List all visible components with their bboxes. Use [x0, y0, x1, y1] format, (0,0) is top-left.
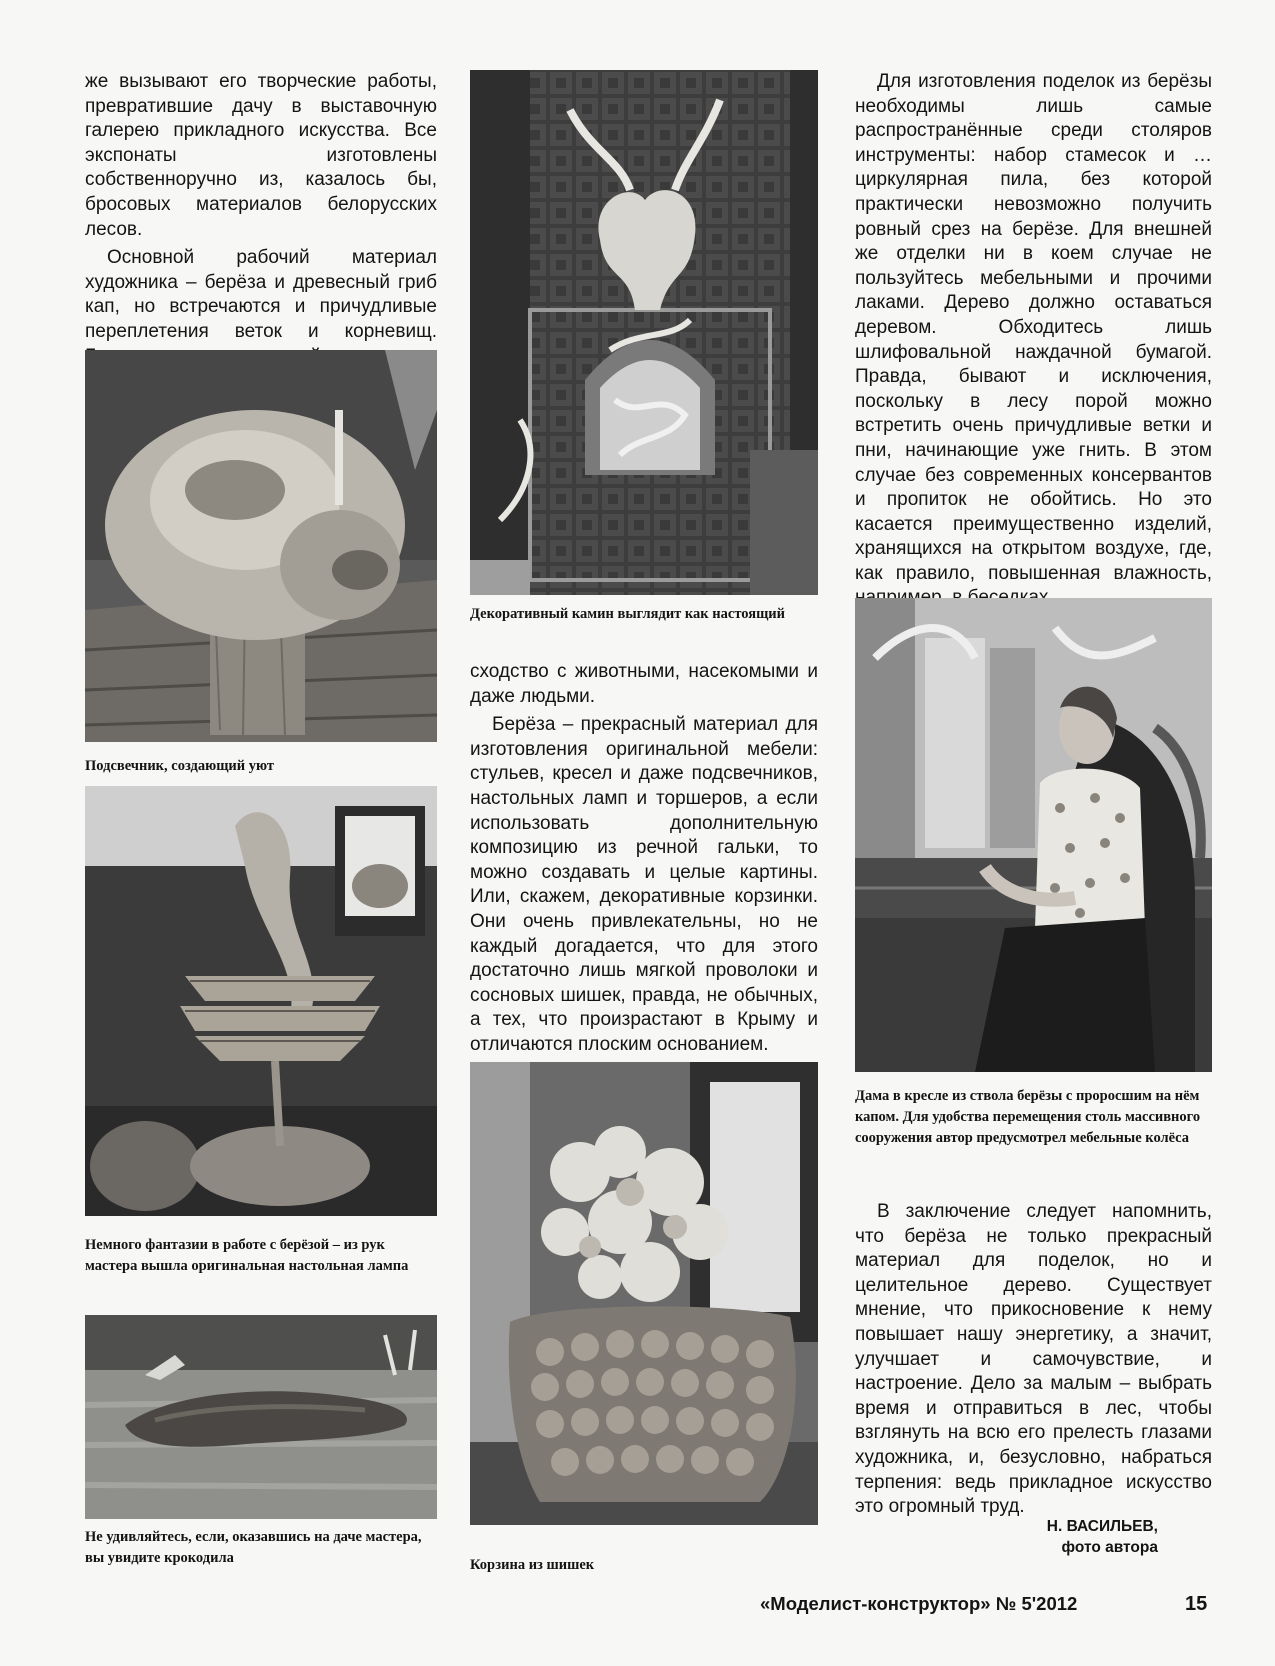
col3-para2: В заключение следует напомнить, что берёза не только прекрасный материал для поделок, но и целительное дерево. Существует мнение, что прикосновение к нему повышает нашу энергетику, а значит, улучшает и самочувствие, и настроение. Дело за малым – выбрать время и отправиться в лес, чтобы взглянуть на всю его прелесть глазами художника, и, безусловно, набраться терпения: ведь прикладное искусство это огромный труд.: [855, 1201, 1212, 1518]
col3-para1: Для изготовления поделок из берёзы необходимы лишь самые распространённые среди столяров инструменты: набор стамесок и … циркулярная пила, без которой практически невозможно получить ровный срез на берёзе. Для внешней же отделки ни в коем случае не пользуйтесь мебельными и прочими лаками. Дерево должно оставаться деревом. Обходитесь лишь шлифовальной наждачной бумагой. Правда, бывают и исключения, поскольку в лесу порой можно встретить очень причудливые ветки и пни, начинающие уже гнить. В этом случае без современных консервантов и пропиток не обойтись. Но это касается преимущественно изделий, хранящихся на открытом воздухе, где, как правило, повышенная влажность,: [855, 71, 1212, 584]
caption-lamp: [85, 1235, 437, 1277]
caption-candle-text: Подсвечник, создающий уют: [85, 758, 275, 774]
author-signature: [1047, 1516, 1158, 1558]
caption-candle: [85, 756, 437, 777]
col3-text-bottom: [855, 1200, 1212, 1520]
caption-fireplace-text: Декоративный камин выглядит как настоящий: [470, 606, 786, 622]
photo-fireplace: [470, 70, 818, 595]
page-number: 15: [1185, 1593, 1208, 1615]
footer-magazine: «Моделист-конструктор» № 5'2012: [760, 1593, 1078, 1614]
col2-text: [470, 660, 818, 1058]
col2-para: Берёза – прекрасный материал для изготовления оригинальной мебели: стульев, кресел и даже подсвечников, настольных ламп и торшеров, а если использовать дополнительную композицию из речной гальки, то можно создавать и целые картины. Или, скажем, декоративные корзинки. Они очень привлекательны, но не каждый догадается, что для этого достаточно лишь мягкой проволоки и сосновых шишек, правда, не обычных, а тех, что произрастают в Крыму и отличаются плоским основанием.: [470, 714, 818, 1055]
col2-continuation: сходство с животными, насекомыми и даже людьми.: [470, 661, 818, 707]
caption-basket: [470, 1555, 818, 1576]
col1-intro: же вызывают его творческие работы, превратившие дачу в выставочную галерею прикладного искусства. Все экспонаты изготовлены собственноручно из, казалось бы, бросовых материалов белорусских лесов.: [85, 71, 437, 240]
caption-chair: [855, 1086, 1212, 1149]
caption-fireplace: [470, 604, 818, 625]
caption-basket-text: Корзина из шишек: [470, 1557, 595, 1573]
photo-lady-chair: [855, 598, 1212, 1072]
col3-text-top: [855, 70, 1212, 611]
col1-para2: Основной рабочий материал художника – берёза и древесный гриб кап, но встречаются и причудливые переплетения веток и корневищ.: [85, 247, 437, 342]
author-name: Н. ВАСИЛЬЕВ,: [1046, 1518, 1158, 1535]
caption-chair-text: Дама в кресле из ствола берёзы с проросшим на нём капом. Для удобства перемещения столь массивного сооружения автор предусмотрел мебельные колёса: [855, 1088, 1201, 1146]
photo-table-lamp: [85, 786, 437, 1216]
photo-basket: [470, 1062, 818, 1525]
photo-credit: фото автора: [1061, 1539, 1158, 1556]
photo-crocodile: [85, 1315, 437, 1519]
col1-text-top: [85, 70, 437, 369]
photo-candle-holder: [85, 350, 437, 742]
caption-lamp-text: Немного фантазии в работе с берёзой – из рук мастера вышла оригинальная настольная лампа: [85, 1237, 409, 1274]
caption-croc: [85, 1527, 437, 1569]
caption-croc-text: Не удивляйтесь, если, оказавшись на даче мастера, вы увидите крокодила: [85, 1529, 422, 1566]
